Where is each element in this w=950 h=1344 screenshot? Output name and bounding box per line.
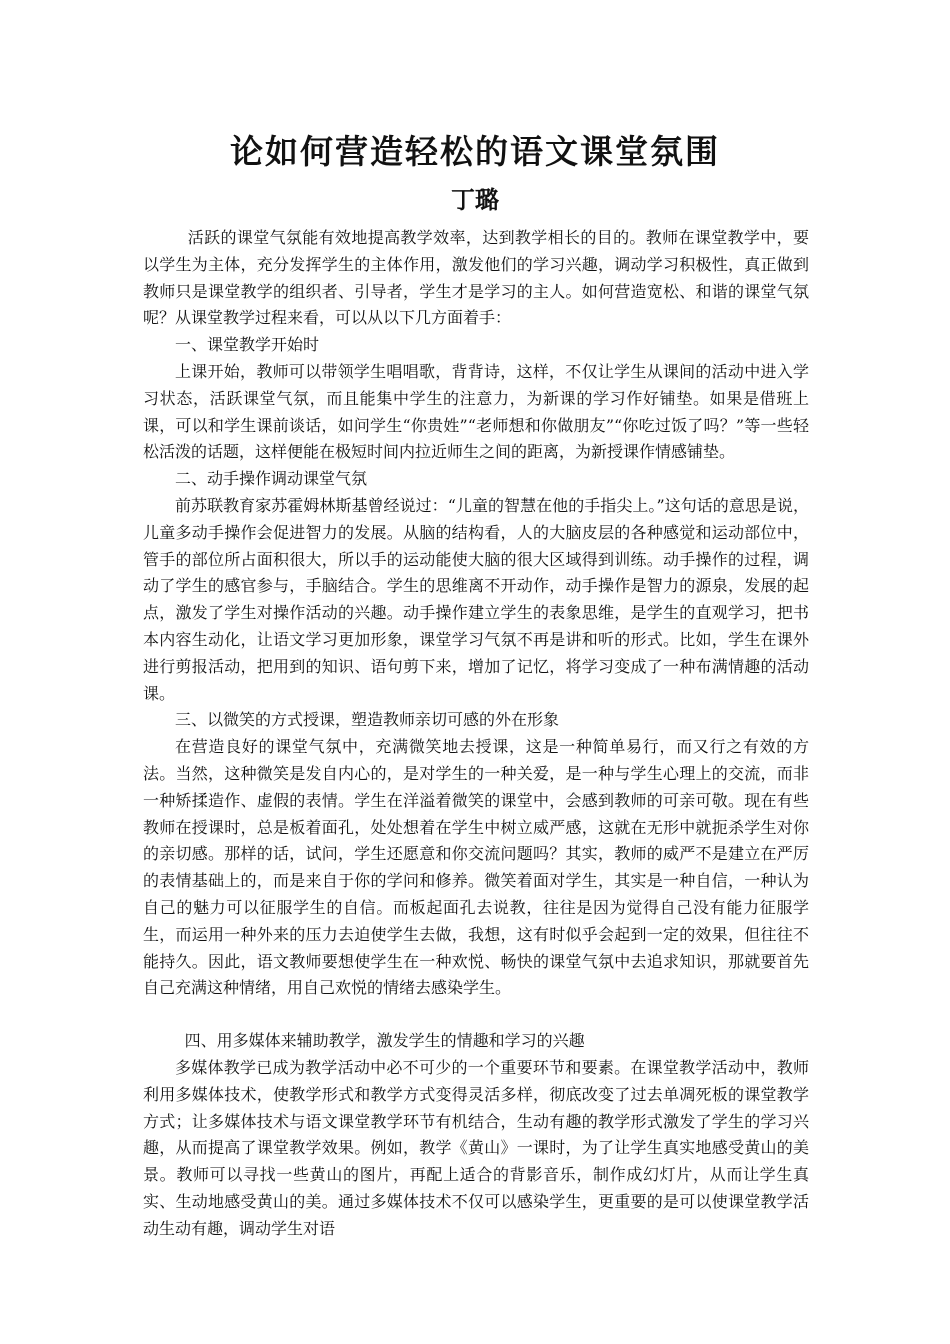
section-paragraph-4: 多媒体教学已成为教学活动中必不可少的一个重要环节和要素。在课堂教学活动中，教师利用多媒体技术，使教学形式和教学方式变得灵活多样，彻底改变了过去单凋死板的课堂教学方式；让多媒体技术与语文课堂教学环节有机结合，生动有趣的教学形式激发了学生的学习兴趣，从而提高了课堂教学效果。例如，教学《黄山》一课时，为了让学生真实地感受黄山的美景。教师可以寻找一些黄山的图片，再配上适合的背影音乐，制作成幻灯片，从而让学生真实、生动地感受黄山的美。通过多媒体技术不仅可以感染学生，更重要的是可以使课堂教学活动生动有趣，调动学生对语	[143, 1057, 809, 1238]
section-heading-2: 二、动手操作调动课堂气氛	[175, 469, 368, 489]
document-title: 论如何营造轻松的语文课堂氛围	[230, 132, 720, 171]
section-heading-1: 一、课堂教学开始时	[175, 335, 320, 355]
document-body	[143, 225, 809, 1242]
section-paragraph-2: 前苏联教育家苏霍姆林斯基曾经说过：“儿童的智慧在他的手指尖上。”这句话的意思是说，儿童多动手操作会促进智力的发展。从脑的结构看，人的大脑皮层的各种感觉和运动部位中，管手的部位所占面积很大，所以手的运动能使大脑的很大区域得到训练。动手操作的过程，调动了学生的感官参与，手脑结合。学生的思维离不开动作，动手操作是智力的源泉，发展的起点，激发了学生对操作活动的兴趣。动手操作建立学生的表象思维，是学生的直观学习，把书本内容生动化，让语文学习更加形象，课堂学习气氛不再是讲和听的形式。比如，学生在课外进行剪报活动，把用到的知识、语句剪下来，增加了记忆，将学习变成了一种布满情趣的活动课。	[143, 495, 809, 703]
section-heading-3: 三、以微笑的方式授课，塑造教师亲切可感的外在形象	[175, 710, 560, 730]
author-name: 丁璐	[451, 185, 499, 214]
section-heading-4: 四、用多媒体来辅助教学，激发学生的情趣和学习的兴趣	[184, 1031, 585, 1051]
intro-paragraph: 活跃的课堂气氛能有效地提高教学效率，达到教学相长的目的。教师在课堂教学中，要以学生为主体，充分发挥学生的主体作用，激发他们的学习兴趣，调动学习积极性，真正做到教师只是课堂教学的组织者、引导者，学生才是学习的主人。如何营造宽松、和谐的课堂气氛呢？从课堂教学过程来看，可以从以下几方面着手：	[143, 228, 809, 328]
section-paragraph-1: 上课开始，教师可以带领学生唱唱歌，背背诗，这样，不仅让学生从课间的活动中进入学习状态，活跃课堂气氛，而且能集中学生的注意力，为新课的学习作好铺垫。如果是借班上课，可以和学生课前谈话，如问学生“你贵姓”“老师想和你做朋友”“你吃过饭了吗？”等一些轻松活泼的话题，这样便能在极短时间内拉近师生之间的距离，为新授课作情感铺垫。	[143, 361, 809, 462]
section-paragraph-3: 在营造良好的课堂气氛中，充满微笑地去授课，这是一种简单易行，而又行之有效的方法。当然，这种微笑是发自内心的，是对学生的一种关爱，是一种与学生心理上的交流，而非一种矫揉造作、虚假的表情。学生在洋溢着微笑的课堂中，会感到教师的可亲可敬。现在有些教师在授课时，总是板着面孔，处处想着在学生中树立威严感，这就在无形中就扼杀学生对你的亲切感。那样的话，试问，学生还愿意和你交流问题吗？其实，教师的威严不是建立在严厉的表情基础上的，而是来自于你的学问和修养。微笑着面对学生，其实是一种自信，一种认为自己的魅力可以征服学生的自信。而板起面孔去说教，往往是因为觉得自己没有能力征服学生，而运用一种外来的压力去迫使学生去做，我想，这有时似乎会起到一定的效果，但往往不能持久。因此，语文教师要想使学生在一种欢悦、畅快的课堂气氛中去追求知识，那就要首先自己充满这种情绪，用自己欢悦的情绪去感染学生。	[143, 737, 809, 998]
